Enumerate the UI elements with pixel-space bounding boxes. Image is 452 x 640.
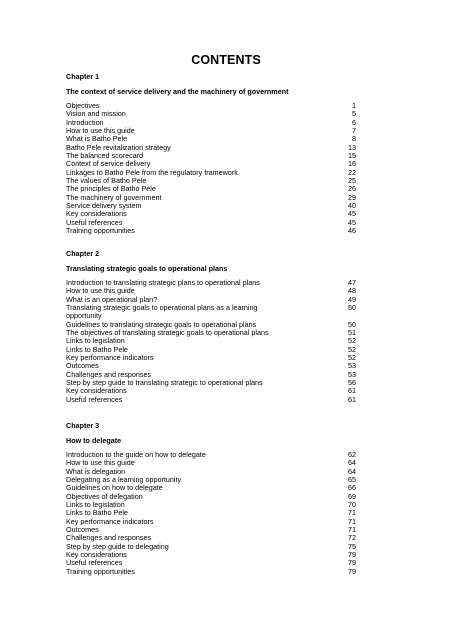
toc-entry-title: Useful references bbox=[66, 217, 123, 227]
toc-entry-title: The objectives of translating strategic goals to operational plans bbox=[66, 328, 269, 338]
toc-entry-page: 53 bbox=[348, 369, 356, 379]
toc-entry-title: Key performance indicators bbox=[66, 353, 154, 363]
toc-entry-page: 79 bbox=[348, 566, 356, 576]
toc-entry-title: Key considerations bbox=[66, 386, 127, 396]
toc-entry-page: 13 bbox=[348, 142, 356, 152]
toc-entry-page: 48 bbox=[348, 286, 356, 296]
chapter-label: Chapter 2 bbox=[66, 249, 100, 258]
toc-entry-page: 72 bbox=[348, 533, 356, 543]
toc-entry-title: How to use this guide bbox=[66, 126, 135, 136]
toc-entry-title: Guidelines to translating strategic goals to operational plans bbox=[66, 319, 257, 329]
toc-entry-page: 52 bbox=[348, 353, 356, 363]
toc-entry-page: 5 bbox=[352, 109, 356, 119]
toc-entry-page: 51 bbox=[348, 328, 356, 338]
toc-entry-title: Introduction bbox=[66, 117, 104, 127]
toc-entry-page: 8 bbox=[352, 134, 356, 144]
toc-entry-title: Useful references bbox=[66, 558, 123, 568]
toc-entry-title: How to use this guide bbox=[66, 458, 135, 468]
toc-entry-page: 16 bbox=[348, 159, 356, 169]
chapter-2 bbox=[66, 249, 366, 404]
toc-entry-title: Objectives of delegation bbox=[66, 491, 143, 501]
toc-entry-title: Links to Batho Pele bbox=[66, 344, 128, 354]
toc-entry-page: 69 bbox=[348, 491, 356, 501]
toc-entry-title: Challenges and responses bbox=[66, 369, 152, 379]
toc-entry-page: 47 bbox=[348, 278, 356, 287]
toc-entry-page: 15 bbox=[348, 151, 356, 161]
toc-entry-title: Key performance indicators bbox=[66, 516, 154, 526]
toc-entry-page: 25 bbox=[348, 176, 356, 186]
toc-entry-page: 46 bbox=[348, 226, 356, 236]
toc-entry-page: 49 bbox=[348, 294, 356, 304]
toc-entry-page: 52 bbox=[348, 344, 356, 354]
toc-entry-page: 6 bbox=[352, 117, 356, 127]
toc-entry-page: 29 bbox=[348, 192, 356, 202]
toc-entry-title: Translating strategic goals to operational plans as a learning opportunity bbox=[66, 303, 258, 321]
toc-entry-title: Context of service delivery bbox=[66, 159, 151, 169]
toc-entry-title: The principles of Batho Pele bbox=[66, 184, 156, 194]
toc-entry-page: 64 bbox=[348, 458, 356, 468]
chapter-1 bbox=[66, 72, 366, 236]
toc-entry-title: Links to Batho Pele bbox=[66, 508, 128, 518]
toc-entry-title: Key considerations bbox=[66, 209, 127, 219]
chapter-title: How to delegate bbox=[66, 436, 122, 445]
toc-entry-title: The balanced scorecard bbox=[66, 151, 144, 161]
toc-entry-page: 65 bbox=[348, 475, 356, 485]
toc-entry bbox=[66, 304, 356, 321]
chapter-title: The context of service delivery and the machinery of government bbox=[66, 87, 289, 96]
toc-entry-title: Linkages to Batho Pele from the regulatory framework bbox=[66, 167, 238, 177]
toc-entry-title: Delegating as a learning opportunity bbox=[66, 475, 182, 485]
toc-entry-page: 79 bbox=[348, 550, 356, 560]
toc-entry-page: 45 bbox=[348, 209, 356, 219]
toc-entry-page: 61 bbox=[348, 394, 356, 404]
toc-entry bbox=[66, 396, 356, 404]
toc-entry-title: Guidelines on how to delegate bbox=[66, 483, 163, 493]
toc-entries bbox=[66, 102, 366, 236]
toc-entry-title: Outcomes bbox=[66, 361, 99, 371]
toc-entry-page: 45 bbox=[348, 217, 356, 227]
toc-entry-title: Objectives bbox=[66, 101, 100, 110]
toc-entry bbox=[66, 354, 356, 362]
chapter-title: Translating strategic goals to operational plans bbox=[66, 264, 228, 273]
toc-entry-page: 50 bbox=[348, 303, 356, 313]
toc-entry-title: Links to legislation bbox=[66, 500, 125, 510]
toc-entry-page: 52 bbox=[348, 336, 356, 346]
toc-entry-page: 71 bbox=[348, 525, 356, 535]
toc-entry-page: 66 bbox=[348, 483, 356, 493]
toc-entries bbox=[66, 451, 366, 576]
toc-entry-title: How to use this guide bbox=[66, 286, 135, 296]
toc-entry-title: Challenges and responses bbox=[66, 533, 152, 543]
toc-entry-title: Service delivery system bbox=[66, 201, 142, 211]
toc-entry-page: 71 bbox=[348, 516, 356, 526]
toc-entry-page: 79 bbox=[348, 558, 356, 568]
toc-entry-title: Outcomes bbox=[66, 525, 99, 535]
toc-entry-title: Useful references bbox=[66, 394, 123, 404]
toc-entry-title: What is Batho Pele bbox=[66, 134, 128, 144]
chapter-label: Chapter 1 bbox=[66, 72, 100, 81]
toc-entry-page: 53 bbox=[348, 361, 356, 371]
toc-entry-title: Links to legislation bbox=[66, 336, 125, 346]
toc-entry-page: 22 bbox=[348, 167, 356, 177]
toc-entry-title: Batho Pele revitalization strategy bbox=[66, 142, 171, 152]
toc-entry bbox=[66, 110, 356, 118]
toc-entry-page: 56 bbox=[348, 378, 356, 388]
toc-entry-title: Step by step guide to delegating bbox=[66, 541, 169, 551]
chapter-3 bbox=[66, 421, 366, 576]
toc-entry-page: 75 bbox=[348, 541, 356, 551]
toc-entry-title: The machinery of government bbox=[66, 192, 162, 202]
toc-entry-title: Introduction to translating strategic plans to operational plans bbox=[66, 278, 260, 287]
toc-entry-page: 7 bbox=[352, 126, 356, 136]
toc-entry-page: 40 bbox=[348, 201, 356, 211]
toc-entry-page: 26 bbox=[348, 184, 356, 194]
toc-entry-page: 62 bbox=[348, 450, 356, 459]
toc-entry bbox=[66, 518, 356, 526]
toc-entry-title: What is delegation bbox=[66, 466, 126, 476]
toc-entry-page: 1 bbox=[352, 101, 356, 110]
toc-entry-page: 61 bbox=[348, 386, 356, 396]
toc-entry-title: Key considerations bbox=[66, 550, 127, 560]
toc-entry-page: 70 bbox=[348, 500, 356, 510]
toc-entry-page: 71 bbox=[348, 508, 356, 518]
toc-entry-page: 64 bbox=[348, 466, 356, 476]
toc-entry-title: Training opportunities bbox=[66, 566, 135, 576]
toc-entry bbox=[66, 227, 356, 235]
toc-entries bbox=[66, 279, 366, 404]
page-title: CONTENTS bbox=[191, 53, 261, 67]
toc-entry-title: Vision and mission bbox=[66, 109, 126, 119]
toc-entry-title: The values of Batho Pele bbox=[66, 176, 147, 186]
toc-entry-title: Training opportunities bbox=[66, 226, 135, 236]
toc-entry-page: 50 bbox=[348, 319, 356, 329]
toc-entry-title: Introduction to the guide on how to delegate bbox=[66, 450, 206, 459]
toc-entry bbox=[66, 568, 356, 576]
toc-entry-title: Step by step guide to translating strategic to operational plans bbox=[66, 378, 263, 388]
chapter-label: Chapter 3 bbox=[66, 421, 100, 430]
toc-entry-title: What is an operational plan? bbox=[66, 294, 158, 304]
